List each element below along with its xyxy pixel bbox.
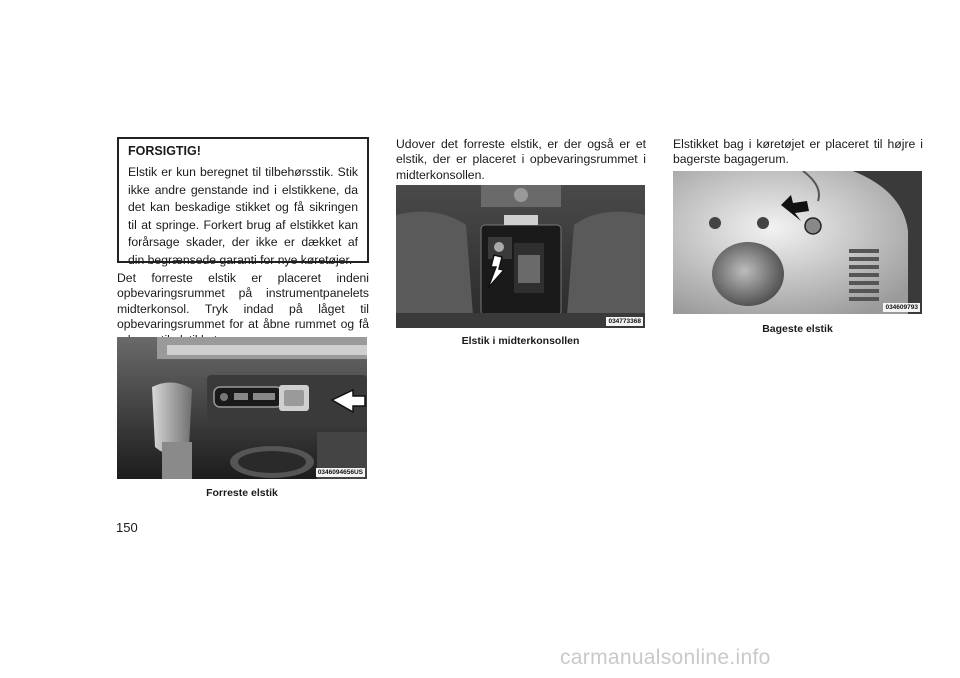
front-outlet-photo xyxy=(117,337,367,479)
watermark: carmanualsonline.info xyxy=(560,646,771,669)
page-number: 150 xyxy=(116,520,138,535)
center-console-paragraph: Udover det forreste elstik, er der også er et elstik, der er placeret i opbevaringsrummet i midterkonsollen. xyxy=(396,137,646,182)
rear-outlet-paragraph: Elstikket bag i køretøjet er placeret til højre i bagerste bagagerum. xyxy=(673,137,923,167)
rear-outlet-caption: Bageste elstik xyxy=(762,323,833,335)
front-outlet-caption: Forreste elstik xyxy=(206,487,278,499)
rear-outlet-photo xyxy=(673,171,922,314)
caution-box xyxy=(117,137,369,267)
caution-text: Elstik er kun beregnet til tilbehørsstik. Stik ikke andre genstande ind i elstikkene, da det kan beskadige stikket og få sikringen til at springe. Forkert brug af elstikket kan forårsage skader, der ikke er dækket af din begrænsede garanti for nye køretøjer. xyxy=(128,165,358,267)
caution-title: FORSIGTIG! xyxy=(128,144,201,158)
figure-code: 034773368 xyxy=(608,318,641,325)
figure-code: 0346094656US xyxy=(317,469,363,476)
center-console-caption: Elstik i midterkonsollen xyxy=(461,335,580,347)
front-outlet-paragraph: Det forreste elstik er placeret indeni opbevaringsrummet på instrumentpanelets midterkonsol. Tryk indad på låget til opbevaringsrummet for at åbne rummet og få xyxy=(117,271,369,332)
center-console-photo xyxy=(396,185,645,328)
figure-code: 034609793 xyxy=(885,304,918,311)
